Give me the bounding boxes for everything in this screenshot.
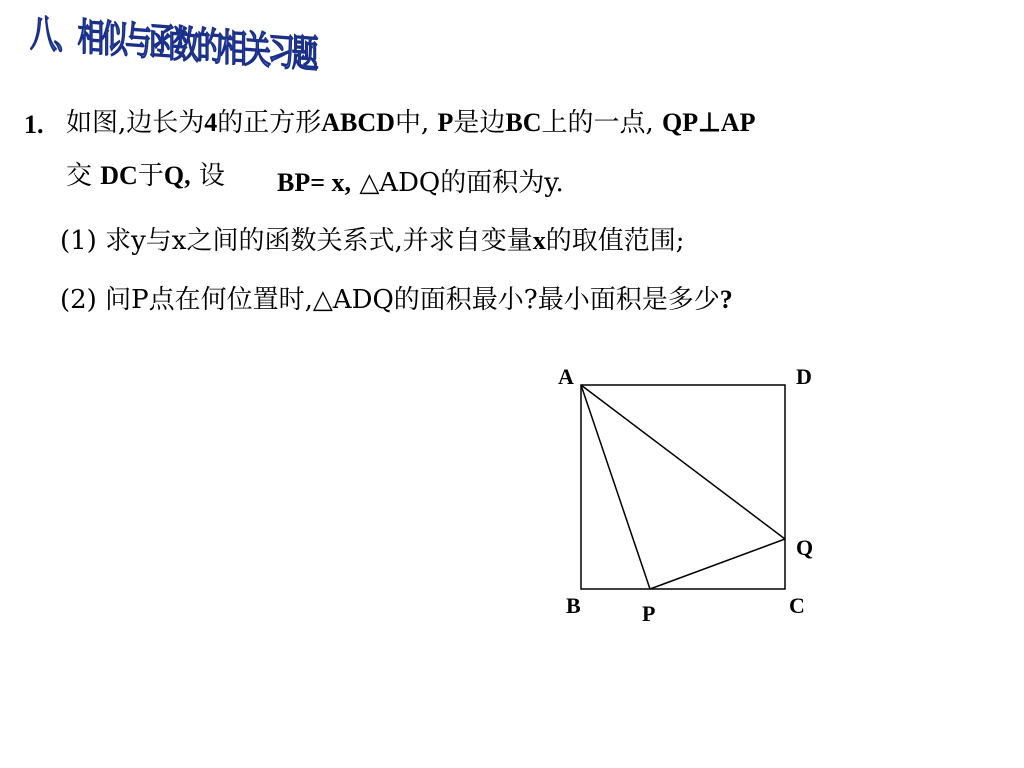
- text-segment: 如图,边长为: [66, 108, 205, 138]
- text-segment: BC: [505, 108, 542, 137]
- problem-line-2: [66, 163, 225, 189]
- label-p: P: [642, 601, 656, 626]
- text-segment: 是边: [453, 108, 506, 138]
- slide-title: 八、相似与函数的相关习题: [30, 11, 316, 77]
- segment-pq: [650, 539, 785, 589]
- question-1: [60, 228, 684, 254]
- problem-number: 1.: [24, 110, 44, 139]
- text-segment: Q,: [163, 161, 191, 190]
- text-segment: 4: [204, 108, 218, 137]
- label-a: A: [558, 364, 574, 389]
- problem-line-2b: [277, 170, 564, 196]
- text-segment: 的正方形: [217, 108, 322, 138]
- text-segment: (2) 问P点在何位置时,△ADQ的面积最小?最小面积是多少: [60, 285, 720, 315]
- problem-line-1: [66, 110, 755, 136]
- label-q: Q: [796, 535, 814, 560]
- text-segment: ABCD: [321, 108, 395, 137]
- label-d: D: [796, 364, 812, 389]
- text-segment: BP= x,: [277, 168, 352, 197]
- segment-aq: [581, 385, 785, 539]
- text-segment: 的取值范围;: [545, 226, 685, 256]
- geometry-figure: [540, 355, 840, 635]
- label-b: B: [566, 593, 581, 618]
- text-segment: DC: [100, 161, 138, 190]
- text-segment: 上的一点,: [541, 108, 654, 138]
- segment-ap: [581, 385, 650, 589]
- text-segment: 设: [198, 161, 225, 191]
- text-segment: x: [532, 226, 546, 255]
- text-segment: (1) 求y与x之间的函数关系式,并求自变量: [60, 226, 533, 256]
- text-segment: △ADQ的面积为y.: [359, 168, 564, 198]
- text-segment: QP⊥AP: [662, 108, 756, 137]
- square-abcd: [581, 385, 785, 589]
- text-segment: P: [437, 108, 454, 137]
- text-segment: 中,: [394, 108, 430, 138]
- text-segment: 交: [66, 161, 101, 191]
- label-c: C: [789, 593, 805, 618]
- text-segment: ?: [719, 285, 733, 314]
- question-2: [60, 287, 733, 313]
- text-segment: 于: [137, 161, 164, 191]
